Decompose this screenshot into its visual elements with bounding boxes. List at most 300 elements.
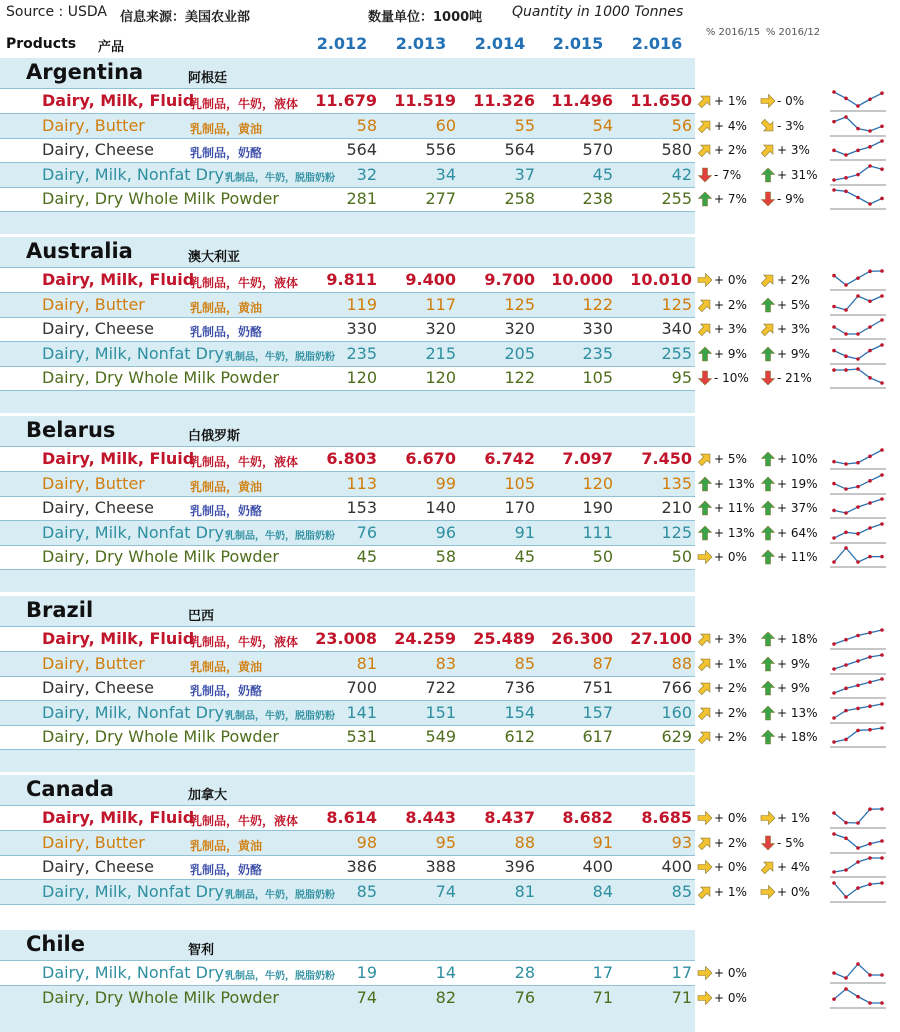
value-cell: 125	[661, 294, 692, 314]
value-cell: 56	[671, 115, 692, 135]
sparkline-point	[880, 677, 884, 681]
country-name-cn: 阿根廷	[188, 71, 228, 86]
pct-change-2016-12: + 18%	[777, 730, 818, 744]
value-cell: 9.700	[484, 270, 535, 289]
value-cell: 81	[514, 881, 535, 901]
sparkline-point	[856, 276, 860, 280]
value-cell: 26.300	[551, 629, 613, 648]
value-cell: 24.259	[394, 629, 456, 648]
value-cell: 141	[346, 702, 377, 722]
value-cell: 612	[504, 727, 535, 746]
value-cell: 84	[592, 881, 613, 901]
sparkline-point	[880, 807, 884, 811]
product-name-cn: 乳制品，奶酪	[190, 504, 263, 518]
sparkline-point	[868, 348, 872, 352]
value-cell: 400	[661, 857, 692, 876]
row-divider	[0, 855, 695, 856]
arrow-right-icon	[697, 549, 713, 565]
sparkline-point	[856, 172, 860, 176]
product-name: Dairy, Cheese	[42, 319, 154, 338]
country-name-cn: 白俄罗斯	[188, 429, 241, 444]
sparkline-point	[832, 304, 836, 308]
value-cell: 556	[425, 140, 456, 159]
sparkline	[830, 725, 886, 749]
product-name: Dairy, Dry Whole Milk Powder	[42, 727, 279, 746]
pct-change-2016-12: + 3%	[777, 322, 810, 336]
pct-change-2016-15: + 2%	[714, 730, 747, 744]
value-cell: 330	[582, 319, 613, 338]
sparkline-point	[880, 91, 884, 95]
product-name: Dairy, Milk, Nonfat Dry	[42, 343, 224, 363]
sparkline-point	[856, 357, 860, 361]
product-name: Dairy, Dry Whole Milk Powder	[42, 987, 279, 1007]
product-name-cn: 乳制品，牛奶，液体	[190, 276, 299, 290]
value-cell: 17	[671, 963, 692, 982]
row-divider	[0, 496, 695, 497]
value-cell: 154	[504, 702, 535, 722]
arrow-down-icon	[760, 191, 776, 207]
arrow-up-right-icon	[760, 142, 776, 158]
sparkline-point	[844, 976, 848, 980]
products-header-cn: 产品	[98, 40, 125, 55]
value-cell: 117	[425, 294, 456, 314]
sparkline-point	[880, 653, 884, 657]
sparkline-point	[832, 536, 836, 540]
sparkline-point	[844, 97, 848, 101]
pct-change-2016-12: + 9%	[777, 681, 810, 695]
value-cell: 111	[582, 522, 613, 542]
product-name-cn: 乳制品，黄油	[190, 121, 263, 136]
pct-change-2016-15: + 0%	[714, 273, 747, 287]
product-name: Dairy, Butter	[42, 832, 145, 852]
value-cell: 7.450	[641, 449, 692, 468]
pct-change-2016-15: + 4%	[714, 118, 747, 133]
value-cell: 11.650	[630, 91, 692, 110]
sparkline-point	[868, 202, 872, 206]
product-name: Dairy, Milk, Nonfat Dry	[42, 963, 224, 982]
pct-change-2016-12: + 13%	[777, 705, 818, 720]
value-cell: 11.496	[551, 91, 613, 110]
product-name-cn: 乳制品，牛奶，脱脂奶粉	[225, 710, 335, 722]
value-cell: 215	[425, 343, 456, 363]
product-name: Dairy, Cheese	[42, 678, 154, 697]
country-name: Chile	[26, 932, 86, 956]
sparkline-point	[832, 348, 836, 352]
value-cell: 235	[582, 343, 613, 363]
product-name: Dairy, Dry Whole Milk Powder	[42, 189, 279, 208]
sparkline-point	[880, 726, 884, 730]
sparkline-point	[856, 104, 860, 108]
arrow-up-right-icon	[697, 835, 713, 851]
sparkline-point	[880, 318, 884, 322]
product-name: Dairy, Milk, Fluid	[42, 629, 195, 648]
value-cell: 170	[504, 498, 535, 517]
sparkline-point	[868, 526, 872, 530]
sparkline-point	[856, 994, 860, 998]
sparkline-point	[844, 663, 848, 667]
pct-change-2016-15: + 2%	[714, 835, 747, 850]
sparkline-point	[868, 704, 872, 708]
sparkline-point	[868, 807, 872, 811]
value-cell: 255	[661, 343, 692, 363]
value-cell: 54	[592, 115, 613, 135]
product-name: Dairy, Dry Whole Milk Powder	[42, 547, 279, 566]
sparkline-line	[834, 524, 882, 538]
row-divider	[0, 545, 695, 546]
pct-change-2016-12: - 5%	[777, 835, 805, 850]
sparkline-point	[868, 973, 872, 977]
value-cell: 71	[592, 987, 613, 1007]
value-cell: 23.008	[315, 629, 377, 648]
value-cell: 700	[346, 678, 377, 697]
sparkline-point	[856, 560, 860, 564]
sparkline-point	[868, 164, 872, 168]
value-cell: 119	[346, 294, 377, 314]
pct-change-2016-12: + 2%	[777, 273, 810, 287]
sparkline-point	[880, 555, 884, 559]
value-cell: 7.097	[562, 449, 613, 468]
sparkline-point	[844, 283, 848, 287]
arrow-up-right-icon	[697, 680, 713, 696]
value-cell: 122	[582, 294, 613, 314]
arrow-up-icon	[760, 451, 776, 467]
products-header: Products	[6, 36, 77, 52]
sparkline-point	[844, 487, 848, 491]
product-name-cn: 乳制品，黄油	[190, 479, 263, 494]
column-header-row	[0, 28, 695, 60]
sparkline	[830, 447, 886, 471]
sparkline-point	[868, 728, 872, 732]
value-cell: 190	[582, 498, 613, 517]
value-cell: 122	[504, 368, 535, 387]
value-cell: 277	[425, 189, 456, 208]
pct-change-2016-15: + 13%	[714, 525, 755, 540]
value-cell: 27.100	[630, 629, 692, 648]
row-band	[0, 212, 695, 234]
arrow-up-icon	[697, 346, 713, 362]
sparkline-point	[832, 870, 836, 874]
sparkline-point	[880, 839, 884, 843]
country-name-cn: 巴西	[188, 609, 215, 624]
sparkline-point	[880, 973, 884, 977]
value-cell: 564	[504, 140, 535, 159]
arrow-right-icon	[697, 810, 713, 826]
value-cell: 8.685	[641, 808, 692, 827]
sparkline-point	[868, 680, 872, 684]
sparkline	[830, 472, 886, 496]
sparkline	[830, 676, 886, 700]
sparkline-point	[832, 188, 836, 192]
row-divider	[0, 138, 695, 139]
product-name: Dairy, Milk, Nonfat Dry	[42, 522, 224, 542]
unit-label-en: Quantity in 1000 Tonnes	[512, 4, 684, 20]
product-name: Dairy, Butter	[42, 653, 145, 673]
row-divider	[0, 446, 695, 447]
product-name: Dairy, Cheese	[42, 498, 154, 517]
value-cell: 8.614	[326, 808, 377, 827]
value-cell: 205	[504, 343, 535, 363]
sparkline-point	[856, 634, 860, 638]
unit-label-cn: 数量单位：1000吨	[368, 10, 483, 25]
row-divider	[0, 676, 695, 677]
product-name: Dairy, Milk, Nonfat Dry	[42, 881, 224, 901]
arrow-right-icon	[697, 965, 713, 981]
sparkline-point	[832, 509, 836, 513]
country-name: Brazil	[26, 598, 94, 622]
sparkline-point	[880, 448, 884, 452]
product-name-cn: 乳制品，牛奶，液体	[190, 97, 299, 111]
row-divider	[0, 366, 695, 367]
country-name: Canada	[26, 777, 114, 801]
sparkline-line	[834, 964, 882, 978]
sparkline-point	[844, 687, 848, 691]
product-name-cn: 乳制品，黄油	[190, 838, 263, 853]
country-name: Belarus	[26, 418, 116, 442]
sparkline-point	[868, 455, 872, 459]
sparkline	[830, 880, 886, 904]
product-name-cn: 乳制品，牛奶，液体	[190, 635, 299, 649]
arrow-up-icon	[697, 500, 713, 516]
pct-change-2016-12: - 0%	[777, 94, 805, 108]
pct-change-2016-12: + 11%	[777, 550, 818, 564]
sparkline-point	[868, 97, 872, 101]
sparkline-point	[868, 882, 872, 886]
value-cell: 157	[582, 702, 613, 722]
sparkline-point	[844, 332, 848, 336]
value-cell: 564	[346, 140, 377, 159]
value-cell: 722	[425, 678, 456, 697]
year-header: 2.013	[395, 34, 447, 53]
sparkline-point	[856, 886, 860, 890]
value-cell: 386	[346, 857, 377, 876]
sparkline	[830, 545, 886, 569]
value-cell: 91	[592, 832, 613, 852]
country-name-cn: 智利	[188, 943, 215, 958]
arrow-down-icon	[760, 835, 776, 851]
sparkline-point	[880, 381, 884, 385]
pct-change-2016-15: + 13%	[714, 476, 755, 491]
arrow-up-right-icon	[697, 93, 713, 109]
sparkline-point	[868, 376, 872, 380]
sparkline-point	[844, 530, 848, 534]
sparkline-point	[832, 119, 836, 123]
sparkline-point	[868, 842, 872, 846]
arrow-up-icon	[760, 705, 776, 721]
pct-change-2016-12: - 9%	[777, 192, 805, 206]
sparkline-line	[834, 369, 882, 383]
value-cell: 570	[582, 140, 613, 159]
value-cell: 88	[514, 832, 535, 852]
source-label-cn: 信息来源：美国农业部	[120, 10, 251, 25]
pct-change-2016-12: + 18%	[777, 632, 818, 646]
arrow-down-icon	[697, 370, 713, 386]
value-cell: 11.326	[473, 91, 535, 110]
value-cell: 99	[435, 473, 456, 493]
arrow-down-right-icon	[760, 118, 776, 134]
product-name-cn: 乳制品，牛奶，液体	[190, 814, 299, 828]
sparkline-point	[856, 149, 860, 153]
value-cell: 88	[671, 653, 692, 673]
sparkline-point	[832, 560, 836, 564]
value-cell: 76	[356, 522, 377, 542]
arrow-up-icon	[760, 656, 776, 672]
sparkline-line	[834, 883, 882, 897]
value-cell: 238	[582, 189, 613, 208]
value-cell: 400	[582, 857, 613, 876]
value-cell: 10.010	[630, 270, 692, 289]
value-cell: 255	[661, 189, 692, 208]
arrow-up-right-icon	[697, 451, 713, 467]
value-cell: 95	[671, 368, 692, 387]
sparkline-point	[856, 860, 860, 864]
arrow-up-icon	[760, 346, 776, 362]
value-cell: 281	[346, 189, 377, 208]
sparkline-line	[834, 858, 882, 872]
sparkline-point	[844, 836, 848, 840]
value-cell: 766	[661, 678, 692, 697]
sparkline-line	[834, 704, 882, 718]
arrow-up-icon	[697, 525, 713, 541]
sparkline-point	[844, 354, 848, 358]
value-cell: 74	[435, 881, 456, 901]
sparkline-point	[880, 856, 884, 860]
sparkline-point	[880, 124, 884, 128]
sparkline-point	[868, 1001, 872, 1005]
arrow-up-icon	[760, 729, 776, 745]
product-name-cn: 乳制品，牛奶，脱脂奶粉	[225, 971, 335, 982]
row-divider	[0, 317, 695, 318]
value-cell: 58	[435, 547, 456, 566]
sparkline	[830, 342, 886, 366]
sparkline-line	[834, 320, 882, 334]
sparkline-point	[832, 178, 836, 182]
sparkline	[830, 163, 886, 187]
pct-change-2016-12: + 5%	[777, 297, 810, 312]
sparkline-point	[832, 274, 836, 278]
value-cell: 37	[514, 164, 535, 184]
value-cell: 95	[435, 832, 456, 852]
arrow-up-right-icon	[697, 297, 713, 313]
sparkline-point	[880, 497, 884, 501]
pct-change-2016-12: + 4%	[777, 860, 810, 874]
sparkline-point	[832, 368, 836, 372]
sparkline-line	[834, 809, 882, 823]
value-cell: 96	[435, 522, 456, 542]
product-name: Dairy, Milk, Fluid	[42, 270, 195, 289]
sparkline-point	[868, 555, 872, 559]
product-name: Dairy, Milk, Fluid	[42, 91, 195, 110]
sparkline	[830, 89, 886, 113]
sparkline-point	[844, 895, 848, 899]
value-cell: 85	[514, 653, 535, 673]
sparkline-point	[856, 821, 860, 825]
sparkline-point	[832, 832, 836, 836]
pct-change-2016-15: + 0%	[714, 990, 747, 1005]
arrow-up-right-icon	[697, 729, 713, 745]
product-name-cn: 乳制品，牛奶，液体	[190, 455, 299, 469]
row-divider	[0, 904, 695, 905]
sparkline-line	[834, 92, 882, 106]
source-label: Source : USDA	[6, 4, 107, 20]
sparkline-line	[834, 548, 882, 562]
sparkline-point	[880, 197, 884, 201]
sparkline-point	[844, 511, 848, 515]
pct-change-2016-15: + 2%	[714, 297, 747, 312]
sparkline	[830, 986, 886, 1010]
pct-change-2016-15: + 5%	[714, 452, 747, 466]
value-cell: 50	[671, 547, 692, 566]
sparkline-point	[868, 299, 872, 303]
value-cell: 76	[514, 987, 535, 1007]
sparkline-point	[856, 484, 860, 488]
value-cell: 105	[582, 368, 613, 387]
pct-change-2016-15: - 7%	[714, 167, 742, 182]
arrow-up-right-icon	[697, 884, 713, 900]
sparkline-point	[856, 332, 860, 336]
sparkline-point	[844, 153, 848, 157]
arrow-up-right-icon	[697, 142, 713, 158]
sparkline	[830, 701, 886, 725]
product-name-cn: 乳制品，牛奶，脱脂奶粉	[225, 530, 335, 542]
arrow-up-icon	[760, 476, 776, 492]
value-cell: 105	[504, 473, 535, 493]
value-cell: 25.489	[473, 629, 535, 648]
sparkline-point	[832, 971, 836, 975]
value-cell: 388	[425, 857, 456, 876]
arrow-up-right-icon	[697, 631, 713, 647]
sparkline-point	[844, 308, 848, 312]
arrow-right-icon	[697, 859, 713, 875]
sparkline-point	[868, 501, 872, 505]
sparkline-point	[844, 190, 848, 194]
product-name-cn: 乳制品，奶酪	[190, 146, 263, 160]
value-cell: 28	[514, 963, 535, 982]
value-cell: 549	[425, 727, 456, 746]
pct-change-2016-12: + 9%	[777, 346, 810, 361]
arrow-right-icon	[760, 810, 776, 826]
sparkline-point	[880, 139, 884, 143]
pct-change-2016-12: + 0%	[777, 884, 810, 899]
sparkline	[830, 961, 886, 985]
sparkline-point	[856, 126, 860, 130]
arrow-up-icon	[697, 191, 713, 207]
sparkline-point	[856, 729, 860, 733]
product-name: Dairy, Butter	[42, 473, 145, 493]
value-cell: 50	[592, 547, 613, 566]
value-cell: 751	[582, 678, 613, 697]
pct-change-2016-12: + 1%	[777, 811, 810, 825]
value-cell: 120	[346, 368, 377, 387]
sparkline-point	[832, 481, 836, 485]
value-cell: 9.400	[405, 270, 456, 289]
pct-change-2016-12: + 37%	[777, 501, 818, 515]
sparkline-point	[832, 325, 836, 329]
product-name: Dairy, Milk, Nonfat Dry	[42, 702, 224, 722]
sparkline-point	[844, 176, 848, 180]
pct-change-2016-12: + 9%	[777, 656, 810, 671]
sparkline	[830, 521, 886, 545]
sparkline	[830, 138, 886, 162]
sparkline	[830, 114, 886, 138]
arrow-up-icon	[760, 167, 776, 183]
product-name-cn: 乳制品，奶酪	[190, 325, 263, 339]
value-cell: 55	[514, 115, 535, 135]
arrow-up-right-icon	[697, 656, 713, 672]
pct-change-2016-12: + 31%	[777, 167, 818, 182]
row-divider	[0, 960, 695, 961]
row-band	[0, 391, 695, 413]
arrow-up-right-icon	[760, 272, 776, 288]
